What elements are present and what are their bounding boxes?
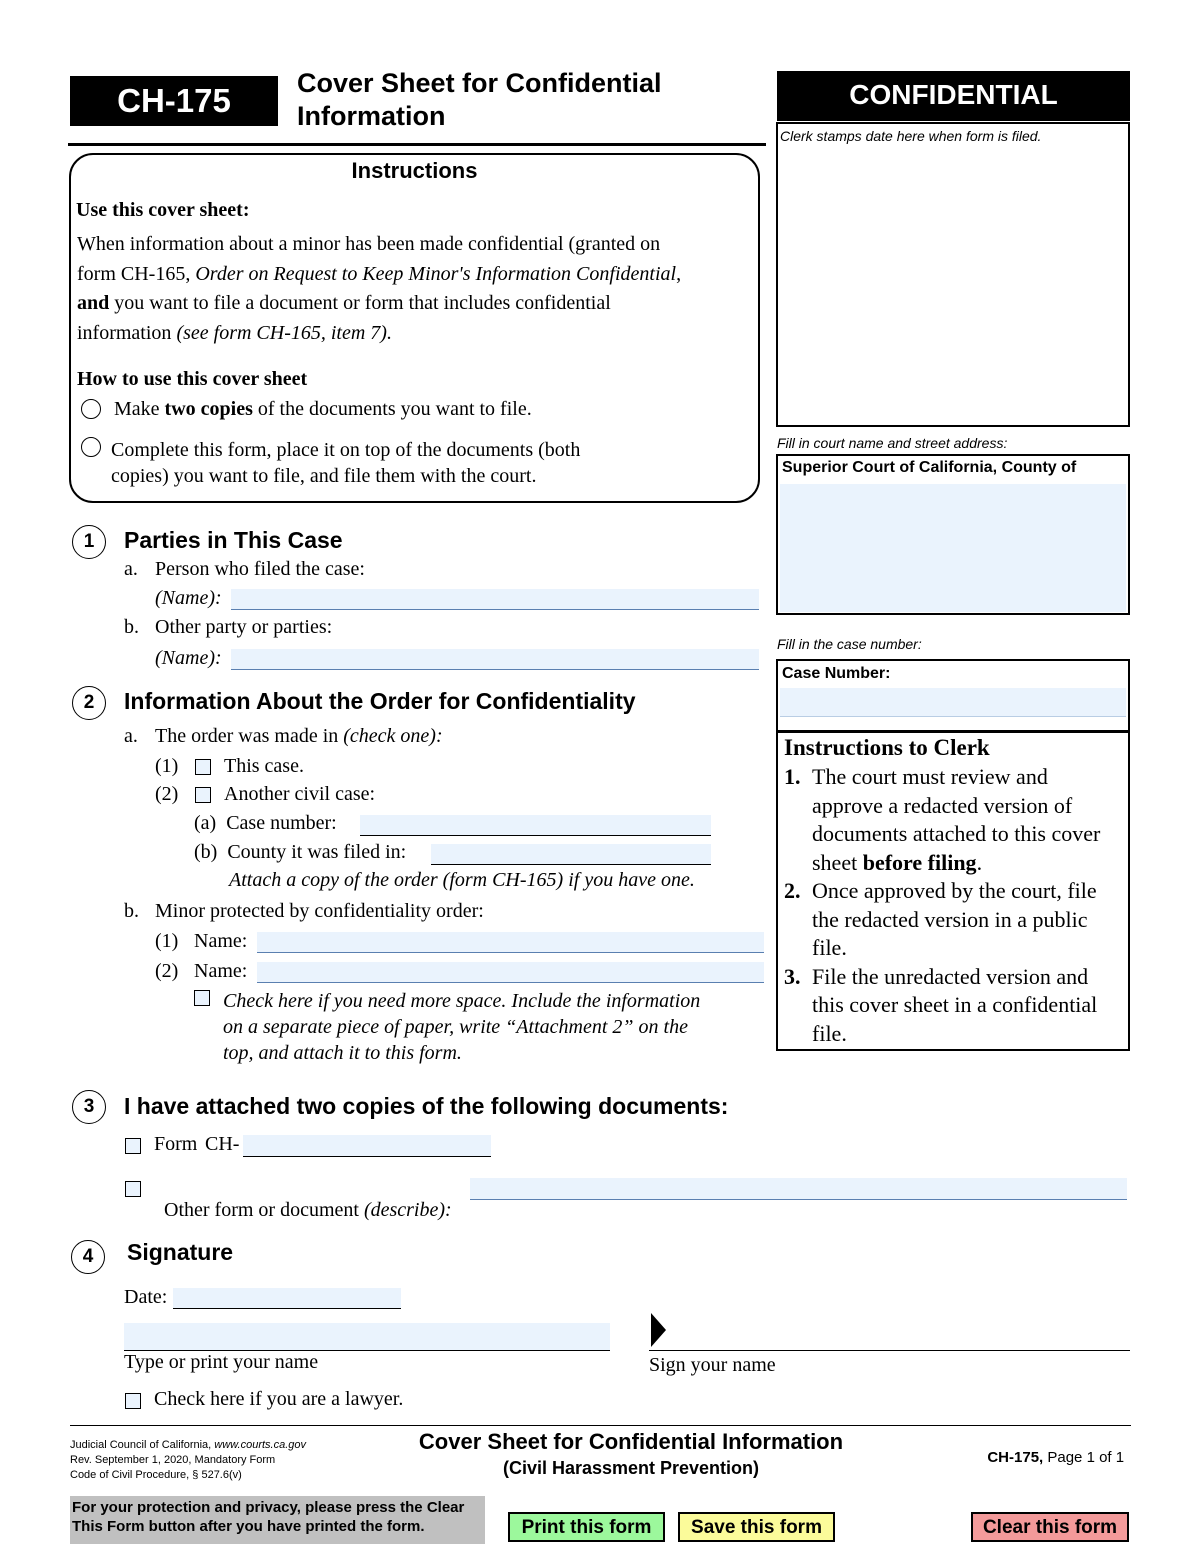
minor1-number: (1) xyxy=(155,930,179,952)
section3-number: 3 xyxy=(72,1090,106,1124)
clerk-instructions-list xyxy=(784,763,1128,1048)
other-party-field[interactable] xyxy=(231,649,759,670)
use-reference: (see form CH-165, item 7). xyxy=(176,321,392,344)
section2-number: 2 xyxy=(72,686,106,720)
other-document-describe: (describe): xyxy=(363,1199,452,1221)
more-space-line: Check here if you need more space. Include the information xyxy=(223,990,701,1012)
footer-revision: Rev. September 1, 2020, Mandatory Form xyxy=(70,1454,276,1466)
attach-order-note: Attach a copy of the order (form CH-165) if you have one. xyxy=(229,869,695,891)
section1-number: 1 xyxy=(72,525,106,559)
case-number-label: Fill in the case number: xyxy=(777,636,922,652)
other-document-field[interactable] xyxy=(470,1178,1127,1200)
clerk-instruction-line: file. xyxy=(812,935,847,960)
clear-form-button[interactable]: Clear this form xyxy=(971,1512,1129,1542)
court-label: Fill in court name and street address: xyxy=(777,435,1008,451)
footer-council xyxy=(70,1438,306,1453)
save-form-button[interactable]: Save this form xyxy=(678,1512,835,1542)
instructions-title: Instructions xyxy=(351,158,478,183)
step2-line: Complete this form, place it on top of the documents (both xyxy=(111,439,581,461)
form-ch-checkbox[interactable] xyxy=(125,1138,141,1154)
section2-a-prompt: The order was made in xyxy=(155,725,344,747)
court-heading: Superior Court of California, County of xyxy=(782,459,1077,476)
more-space-checkbox[interactable] xyxy=(194,990,210,1006)
clerk-instruction-number: 3. xyxy=(784,963,801,989)
step1-part: Make xyxy=(114,398,165,420)
county-filed-field[interactable] xyxy=(431,844,711,865)
minor1-name-label: Name: xyxy=(194,930,248,952)
minor1-name-field[interactable] xyxy=(257,932,764,953)
use-line xyxy=(77,319,681,349)
use-text: you want to file a document or form that includes confidential xyxy=(109,292,611,314)
section2-a-check-one: (check one): xyxy=(343,725,443,747)
clerk-instruction-line: File the unredacted version and xyxy=(812,963,1089,989)
clerk-instruction-line: Once approved by the court, file xyxy=(812,878,1097,903)
header-rule xyxy=(68,143,766,146)
section4-title: Signature xyxy=(127,1239,234,1265)
section1-a-name-label: (Name): xyxy=(155,587,222,609)
use-paragraph xyxy=(77,230,681,348)
section1-a-label: a. xyxy=(124,558,138,580)
form-ch-prefix: CH- xyxy=(205,1133,240,1155)
footer-subtitle: (Civil Harassment Prevention) xyxy=(502,1458,760,1478)
use-text: , xyxy=(676,262,682,285)
clerk-instruction-line xyxy=(812,849,1100,878)
clerk-instruction-emphasis: before filing xyxy=(862,849,977,875)
date-label: Date: xyxy=(124,1286,168,1308)
other-document-text: Other form or document xyxy=(164,1199,364,1221)
footer-publisher xyxy=(70,1438,306,1483)
step1-text xyxy=(114,398,532,421)
section2-b-text: Minor protected by confidentiality order: xyxy=(155,900,484,922)
privacy-line: This Form button after you have printed the form. xyxy=(72,1518,425,1535)
footer-form-id: CH-175, xyxy=(987,1449,1044,1466)
section2-a-text xyxy=(155,725,443,748)
clerk-instruction-number: 2. xyxy=(784,878,801,903)
this-case-checkbox[interactable] xyxy=(195,759,211,775)
section3-title: I have attached two copies of the following documents: xyxy=(124,1093,729,1119)
form-ch-label: Form xyxy=(154,1133,198,1155)
footer-rule xyxy=(70,1425,1131,1426)
other-case-number-field[interactable] xyxy=(360,815,711,836)
clerk-stamp-box xyxy=(776,122,1130,427)
more-space-line: top, and attach it to this form. xyxy=(223,1042,462,1064)
court-name-field[interactable] xyxy=(780,484,1126,612)
another-case-label: Another civil case: xyxy=(224,783,376,805)
step1-emphasis: two copies xyxy=(164,398,253,420)
type-name-label: Type or print your name xyxy=(124,1351,319,1373)
section1-b-text: Other party or parties: xyxy=(155,616,333,638)
date-field[interactable] xyxy=(173,1288,401,1309)
lawyer-checkbox[interactable] xyxy=(125,1393,141,1409)
step2-text xyxy=(111,437,580,489)
other-document-label xyxy=(154,1176,452,1222)
use-line xyxy=(77,289,681,319)
use-line: When information about a minor has been made confidential (granted on xyxy=(77,233,661,255)
use-emphasis: and xyxy=(77,292,110,314)
step2-line: copies) you want to file, and file them with the court. xyxy=(111,465,537,487)
section1-title: Parties in This Case xyxy=(124,527,343,553)
section1-b-label: b. xyxy=(124,616,139,638)
footer-title: Cover Sheet for Confidential Information xyxy=(418,1429,844,1454)
lawyer-label: Check here if you are a lawyer. xyxy=(154,1388,404,1410)
confidential-banner: CONFIDENTIAL xyxy=(777,71,1130,121)
privacy-line: For your protection and privacy, please press the Clear xyxy=(72,1499,465,1516)
clerk-instruction-line: The court must review and xyxy=(812,764,1048,789)
print-form-button[interactable]: Print this form xyxy=(508,1512,665,1542)
clerk-instruction-line: file. xyxy=(812,1020,847,1046)
minor2-name-label: Name: xyxy=(194,960,248,982)
other-document-checkbox[interactable] xyxy=(125,1181,141,1197)
section2-b-label: b. xyxy=(124,900,139,922)
section1-b-name-label: (Name): xyxy=(155,647,222,669)
footer-website: www.courts.ca.gov xyxy=(214,1439,306,1451)
clerk-stamp-label: Clerk stamps date here when form is filed. xyxy=(780,128,1042,144)
option1-number: (1) xyxy=(155,755,179,777)
person-who-filed-field[interactable] xyxy=(231,589,759,610)
section1-a-text: Person who filed the case: xyxy=(155,558,365,580)
clerk-instruction-line: documents attached to this cover xyxy=(812,821,1101,846)
clerk-instructions-title: Instructions to Clerk xyxy=(784,735,990,760)
step1-radio xyxy=(81,399,101,419)
use-line xyxy=(77,260,681,290)
clerk-instruction-line: the redacted version in a public xyxy=(812,906,1088,932)
case-number-field[interactable] xyxy=(780,688,1126,717)
this-case-label: This case. xyxy=(224,755,304,777)
section4-number: 4 xyxy=(71,1240,105,1274)
county-filed-label: (b) County it was filed in: xyxy=(194,841,407,863)
form-title-line1: Cover Sheet for Confidential xyxy=(297,68,662,98)
section2-title: Information About the Order for Confidentiality xyxy=(124,688,636,714)
another-case-checkbox[interactable] xyxy=(195,787,211,803)
footer-page xyxy=(979,1432,1124,1466)
type-name-field[interactable] xyxy=(124,1323,610,1351)
clerk-instruction-text: . xyxy=(976,849,983,875)
clerk-instruction-1 xyxy=(784,763,1128,877)
clerk-instruction-text: sheet xyxy=(812,849,863,875)
form-number-badge: CH-175 xyxy=(70,76,278,126)
minor2-name-field[interactable] xyxy=(257,962,764,983)
minor2-number: (2) xyxy=(155,960,179,982)
signature-arrow-icon xyxy=(651,1313,666,1347)
more-space-line: on a separate piece of paper, write “Attachment 2” on the xyxy=(223,1016,688,1038)
more-space-text xyxy=(223,988,700,1066)
sign-name-label: Sign your name xyxy=(649,1354,776,1376)
use-form-title: Order on Request to Keep Minor's Information Confidential xyxy=(195,262,677,285)
form-ch-number-field[interactable] xyxy=(243,1135,491,1157)
clerk-instruction-line: this cover sheet in a confidential xyxy=(812,992,1098,1017)
case-number-heading: Case Number: xyxy=(782,665,891,682)
privacy-notice xyxy=(70,1496,485,1544)
clerk-instruction-2 xyxy=(784,877,1128,963)
how-heading: How to use this cover sheet xyxy=(77,368,308,390)
form-title-line2: Information xyxy=(297,101,446,131)
step2-radio xyxy=(81,437,101,457)
use-heading: Use this cover sheet: xyxy=(76,199,250,221)
footer-council-name: Judicial Council of California, xyxy=(70,1439,215,1451)
clerk-instruction-number: 1. xyxy=(784,764,801,789)
signature-line xyxy=(649,1350,1130,1351)
use-text: form CH-165, xyxy=(77,262,196,285)
form-title xyxy=(297,67,662,133)
clerk-instruction-line: approve a redacted version of xyxy=(812,792,1073,818)
use-text: information xyxy=(77,321,177,344)
footer-page-number: Page 1 of 1 xyxy=(1043,1449,1125,1466)
step1-part: of the documents you want to file. xyxy=(252,398,532,420)
footer-code: Code of Civil Procedure, § 527.6(v) xyxy=(70,1469,242,1481)
section2-a-label: a. xyxy=(124,725,138,747)
option2-number: (2) xyxy=(155,783,179,805)
clerk-instruction-3 xyxy=(784,963,1128,1049)
other-case-number-label: (a) Case number: xyxy=(194,812,337,834)
